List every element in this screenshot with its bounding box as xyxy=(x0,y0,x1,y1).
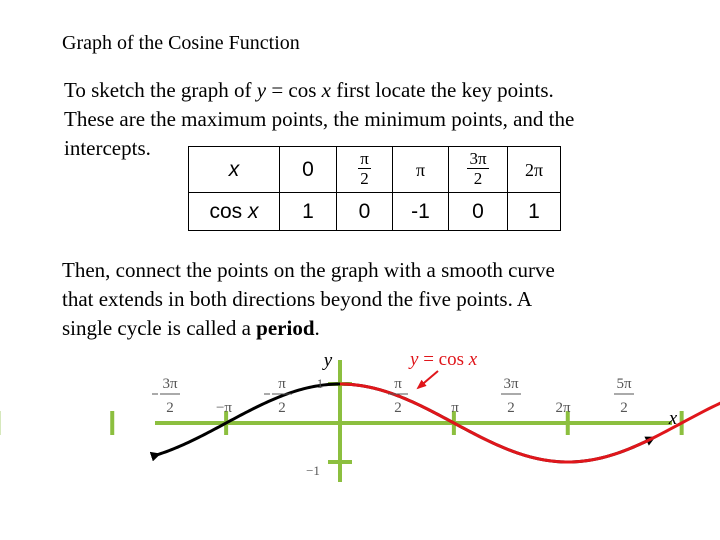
y-tick-label-top: 1 xyxy=(316,376,324,391)
tick-denominator: 2 xyxy=(394,400,402,416)
x-tick-label xyxy=(614,376,634,416)
table-cell: 0 xyxy=(449,193,508,231)
table-cell: 1 xyxy=(280,193,337,231)
then-line-2: that extends in both directions beyond the five points. A xyxy=(62,287,533,311)
tick-denominator: 2 xyxy=(278,400,286,416)
table-cell: 0 xyxy=(337,193,393,231)
page-title: Graph of the Cosine Function xyxy=(62,32,300,54)
tick-label: 2π xyxy=(555,400,571,416)
then-line-1: Then, connect the points on the graph with a smooth curve xyxy=(62,258,555,282)
table-cell: $\frac{\pi}{2}$ xyxy=(337,147,393,193)
intro-line-3: intercepts. xyxy=(64,136,151,160)
eq-x: x xyxy=(321,78,331,102)
tick-numerator: π xyxy=(394,376,402,392)
eq-y: y xyxy=(256,78,267,102)
table-cell: 1 xyxy=(508,193,561,231)
tick-denominator: 2 xyxy=(620,400,628,416)
table-cell: -1 xyxy=(393,193,449,231)
x-tick-label xyxy=(501,376,521,416)
tick-numerator: 3π xyxy=(503,376,519,392)
y-axis-label: y xyxy=(323,350,333,371)
tick-label: π xyxy=(451,400,459,416)
x-tick-label xyxy=(152,376,180,416)
eq-cos: = cos xyxy=(266,78,322,102)
tick-denominator: 2 xyxy=(166,400,174,416)
table-label-x: x xyxy=(189,147,280,193)
x-tick-label xyxy=(451,400,459,416)
table-cell: $\frac{3\pi}{2}$ xyxy=(449,147,508,193)
intro-text: To sketch the graph of xyxy=(64,78,257,102)
curve-label-arrow xyxy=(418,371,438,388)
then-line-3: single cycle is called a period. xyxy=(62,316,320,340)
intro-line-2: These are the maximum points, the minimum points, and the xyxy=(64,107,575,131)
period-term: period xyxy=(256,316,315,340)
y-tick-label-bottom: −1 xyxy=(306,463,320,478)
x-tick-label xyxy=(555,400,571,416)
tick-numerator: 3π xyxy=(162,376,178,392)
curve-label: y = cos x xyxy=(410,349,478,370)
x-tick-label xyxy=(216,400,232,416)
table-cell: 2π xyxy=(508,147,561,193)
tick-numerator: 5π xyxy=(616,376,632,392)
table-cell: π xyxy=(393,147,449,193)
tick-denominator: 2 xyxy=(507,400,515,416)
intro-text-end: first locate the key points. xyxy=(330,78,554,102)
table-cell: 0 xyxy=(280,147,337,193)
table-label-cos: cos x xyxy=(189,193,280,231)
tick-label: −π xyxy=(215,400,233,416)
x-axis-label: x xyxy=(668,408,678,429)
tick-numerator: π xyxy=(278,376,286,392)
